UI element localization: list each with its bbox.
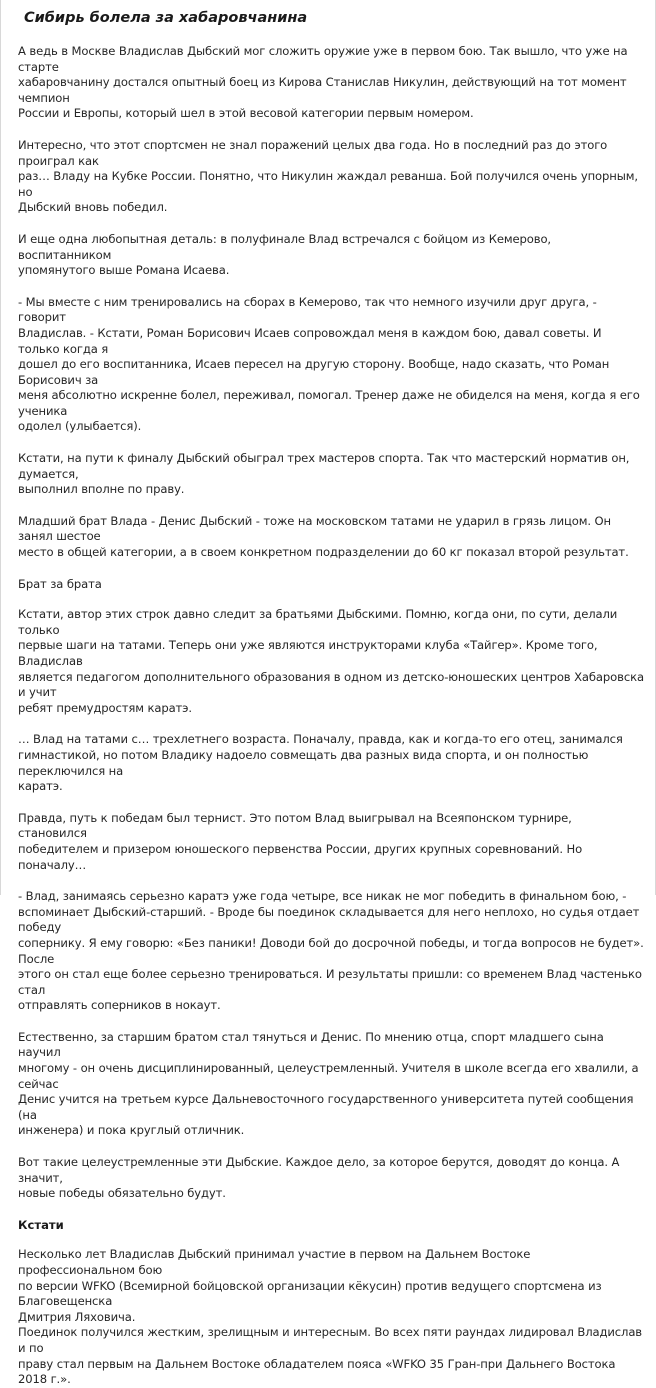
paragraph: - Мы вместе с ним тренировались на сборах в Кемерово, так что немного изучили друг друга, - говорит Владислав. - Кстати, Роман Борисович Исаев сопровождал меня в каждом бою, давал советы. И только когда я дошел до его воспитанника, Исаев пересел на другую сторону. Вообще, надо сказать, что Роман Борисович за меня абсолютно искренне болел, переживал, помогал. Тренер даже не обиделся на меня, когда я его ученика одолел (улыбается). — [18, 294, 640, 434]
paragraph: Правда, путь к победам был тернист. Это потом Влад выигрывал на Всеяпонском турнире, становился победителем и призером юношеского первенства России, других крупных соревнований. Но поначалу… — [18, 810, 583, 872]
paragraph: Младший брат Влада - Денис Дыбский - тоже на московском татами не ударил в грязь лицом. Он занял шестое место в общей категории, а в своем конкретном подразделении до 60 кг показал второй результат. — [18, 513, 629, 560]
paragraph: … Влад на татами с… трехлетнего возраста. Поначалу, правда, как и когда-то его отец, занимался гимнастикой, но потом Владику надоело совмещать два разных вида спорта, и он полностью переключился на каратэ. — [18, 732, 623, 794]
paragraph: Несколько лет Владислав Дыбский принимал участие в первом на Дальнем Востоке профессиональном бою по версии WFKO (Всемирной бойцовской организации кёкусин) против ведущего спортсмена из Благовещенска Дмитрия Ляховича. — [18, 1247, 602, 1324]
paragraph: Естественно, за старшим братом стал тянуться и Денис. По мнению отца, спорт младшего сына научил многому - он очень дисциплинированный, целеустремленный. Учителя в школе всегда его хвалили, а сейчас Денис учится на третьем курсе Дальневосточного государственного университета путей сообщения (на инженера) и пока круглый отличник. — [18, 1029, 639, 1138]
paragraph: Поединок получился жестким, зрелищным и интересным. Во всех пяти раундах лидировал Владислав и по праву стал первым на Дальнем Востоке обладателем пояса «WFKO 35 Гран-при Дальнего Востока 2018 г.». — [18, 1325, 643, 1387]
paragraph: - Влад, занимаясь серьезно каратэ уже года четыре, все никак не мог победить в финальном бою, - вспоминает Дыбский-старший. - Вроде бы поединок складывается для него неплохо, но судья отдает победу сопернику. Я ему говорю: «Без паники! Доводи бой до досрочной победы, и тогда вопросов не будет». После этого он стал еще более серьезно тренироваться. И результаты пришли: со временем Влад частенько стал отправлять соперников в нокаут. — [18, 889, 644, 1013]
paragraph: Вот такие целеустремленные эти Дыбские. Каждое дело, за которое берутся, доводят до конца. А значит, новые победы обязательно будут. — [18, 1155, 620, 1201]
subheading: Брат за брата — [18, 576, 102, 591]
article-title: Сибирь болела за хабаровчанина — [24, 10, 308, 26]
paragraph: И еще одна любопытная деталь: в полуфинале Влад встречался с бойцом из Кемерово, воспитанником упомянутого выше Романа Исаева. — [18, 231, 551, 278]
paragraph: А ведь в Москве Владислав Дыбский мог сложить оружие уже в первом бою. Так вышло, что уже на старте хабаровчанину достался опытный боец из Кирова Станислав Никулин, действующий на тот момент чемпион России и Европы, который шел в этой весовой категории первым номером. — [18, 44, 628, 121]
paragraph: Интересно, что этот спортсмен не знал поражений целых два года. Но в последний раз до этого проиграл как раз… Владу на Кубке России. Понятно, что Никулин жаждал реванша. Бой получился очень упорным, но Дыбский вновь победил. — [18, 137, 638, 215]
paragraph: Кстати, автор этих строк давно следит за братьями Дыбскими. Помню, когда они, по сути, делали только первые шаги на татами. Теперь они уже являются инструкторами клуба «Тайгер». Кроме того, Владислав является педагогом дополнительного образования в одном из детско-юношеских центров Хабаровска и учит ребят премудростям каратэ. — [18, 607, 644, 715]
page-border-left — [0, 0, 1, 895]
paragraph: Кстати, на пути к финалу Дыбский обыграл трех мастеров спорта. Так что мастерский норматив он, думается, выполнил вполне по праву. — [18, 451, 630, 497]
section-title: Кстати — [18, 1217, 64, 1232]
article — [18, 8, 644, 1388]
